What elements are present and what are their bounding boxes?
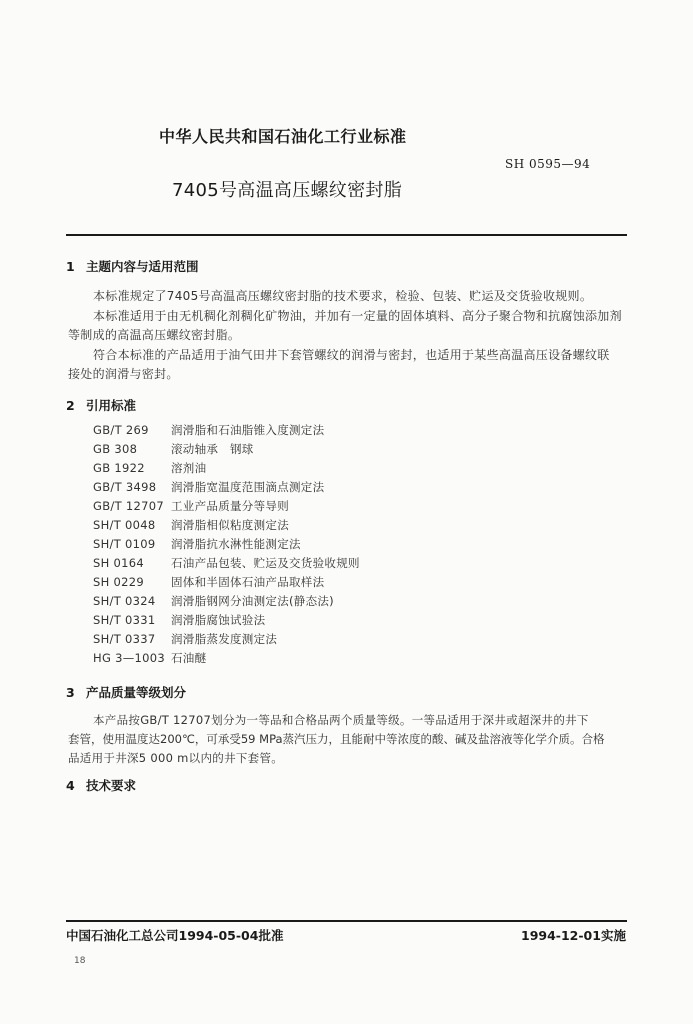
reference-name: 润滑脂蒸发度测定法: [171, 632, 278, 646]
section-1-para-2-line-1: 本标准适用于由无机稠化剂稠化矿物油，并加有一定量的固体填料、高分子聚合物和抗腐蚀添加剂: [93, 309, 622, 323]
page-number: 18: [74, 956, 86, 966]
section-1-para-3-line-1: 符合本标准的产品适用于油气田井下套管螺纹的润滑与密封，也适用于某些高温高压设备螺纹联: [93, 348, 610, 362]
reference-code: SH 0229: [93, 575, 144, 589]
reference-code: SH/T 0337: [93, 632, 156, 646]
section-1-title: 主题内容与适用范围: [86, 259, 199, 274]
section-1-para-2-line-2: 等制成的高温高压螺纹密封脂。: [68, 328, 241, 342]
reference-code: HG 3—1003: [93, 651, 165, 665]
header-divider: [66, 234, 627, 236]
reference-item: [93, 536, 301, 552]
reference-code: SH/T 0331: [93, 613, 156, 627]
section-4-heading: [66, 776, 136, 794]
reference-name: 润滑脂宽温度范围滴点测定法: [171, 480, 325, 494]
section-1-number: 1: [66, 259, 75, 274]
reference-code: SH/T 0109: [93, 537, 156, 551]
reference-name: 润滑脂相似粘度测定法: [171, 518, 289, 532]
reference-code: GB 1922: [93, 461, 145, 475]
reference-code: SH/T 0324: [93, 594, 156, 608]
section-3-para-line-1: 本产品按GB/T 12707划分为一等品和合格品两个质量等级。一等品适用于深井或超深井的井下: [93, 713, 589, 727]
section-1-para-1: 本标准规定了7405号高温高压螺纹密封脂的技术要求，检验、包装、贮运及交货验收规则。: [93, 289, 593, 303]
reference-item: [93, 612, 265, 628]
section-2-number: 2: [66, 398, 75, 413]
section-4-title: 技术要求: [86, 778, 137, 793]
section-3-para-line-2: 套管，使用温度达200℃，可承受59 MPa蒸汽压力，且能耐中等浓度的酸、碱及盐溶液等化学介质。合格: [68, 732, 605, 746]
reference-item: [93, 574, 324, 590]
reference-name: 固体和半固体石油产品取样法: [171, 575, 325, 589]
reference-item: [93, 498, 289, 514]
reference-name: 石油醚: [171, 651, 207, 665]
reference-item: [93, 593, 334, 609]
document-title: 7405号高温高压螺纹密封脂: [172, 180, 403, 201]
implementation-date: 1994-12-01实施: [521, 928, 626, 943]
reference-name: 润滑脂和石油脂锥入度测定法: [171, 423, 325, 437]
section-3-heading: [66, 683, 186, 701]
reference-code: GB/T 3498: [93, 480, 157, 494]
reference-code: GB/T 12707: [93, 499, 164, 513]
reference-name: 石油产品包装、贮运及交货验收规则: [171, 556, 360, 570]
reference-name: 润滑脂钢网分油测定法(静态法): [171, 594, 334, 608]
section-3-title: 产品质量等级划分: [86, 685, 187, 700]
section-1-heading: [66, 257, 199, 275]
section-2-title: 引用标准: [86, 398, 137, 413]
reference-item: [93, 650, 206, 666]
section-4-number: 4: [66, 778, 75, 793]
footer-divider: [66, 920, 627, 922]
reference-item: [93, 631, 277, 647]
reference-name: 工业产品质量分等导则: [171, 499, 289, 513]
section-3-number: 3: [66, 685, 75, 700]
reference-item: [93, 460, 206, 476]
reference-name: 润滑脂抗水淋性能测定法: [171, 537, 301, 551]
reference-item: [93, 422, 324, 438]
reference-name: 溶剂油: [171, 461, 207, 475]
reference-item: [93, 517, 289, 533]
section-3-para-line-3: 品适用于井深5 000 m以内的井下套管。: [68, 751, 284, 765]
reference-name: 润滑脂腐蚀试验法: [171, 613, 266, 627]
org-standard-title: 中华人民共和国石油化工行业标准: [159, 127, 407, 146]
standard-number: SH 0595—94: [505, 157, 591, 171]
section-1-para-3-line-2: 接处的润滑与密封。: [68, 367, 179, 381]
reference-item: [93, 441, 254, 457]
reference-code: SH/T 0048: [93, 518, 156, 532]
reference-name: 滚动轴承 钢球: [171, 442, 254, 456]
reference-item: [93, 479, 324, 495]
reference-code: GB/T 269: [93, 423, 149, 437]
reference-code: SH 0164: [93, 556, 144, 570]
section-2-heading: [66, 396, 136, 414]
approval-line: 中国石油化工总公司1994-05-04批准: [66, 928, 284, 943]
reference-code: GB 308: [93, 442, 138, 456]
reference-item: [93, 555, 360, 571]
